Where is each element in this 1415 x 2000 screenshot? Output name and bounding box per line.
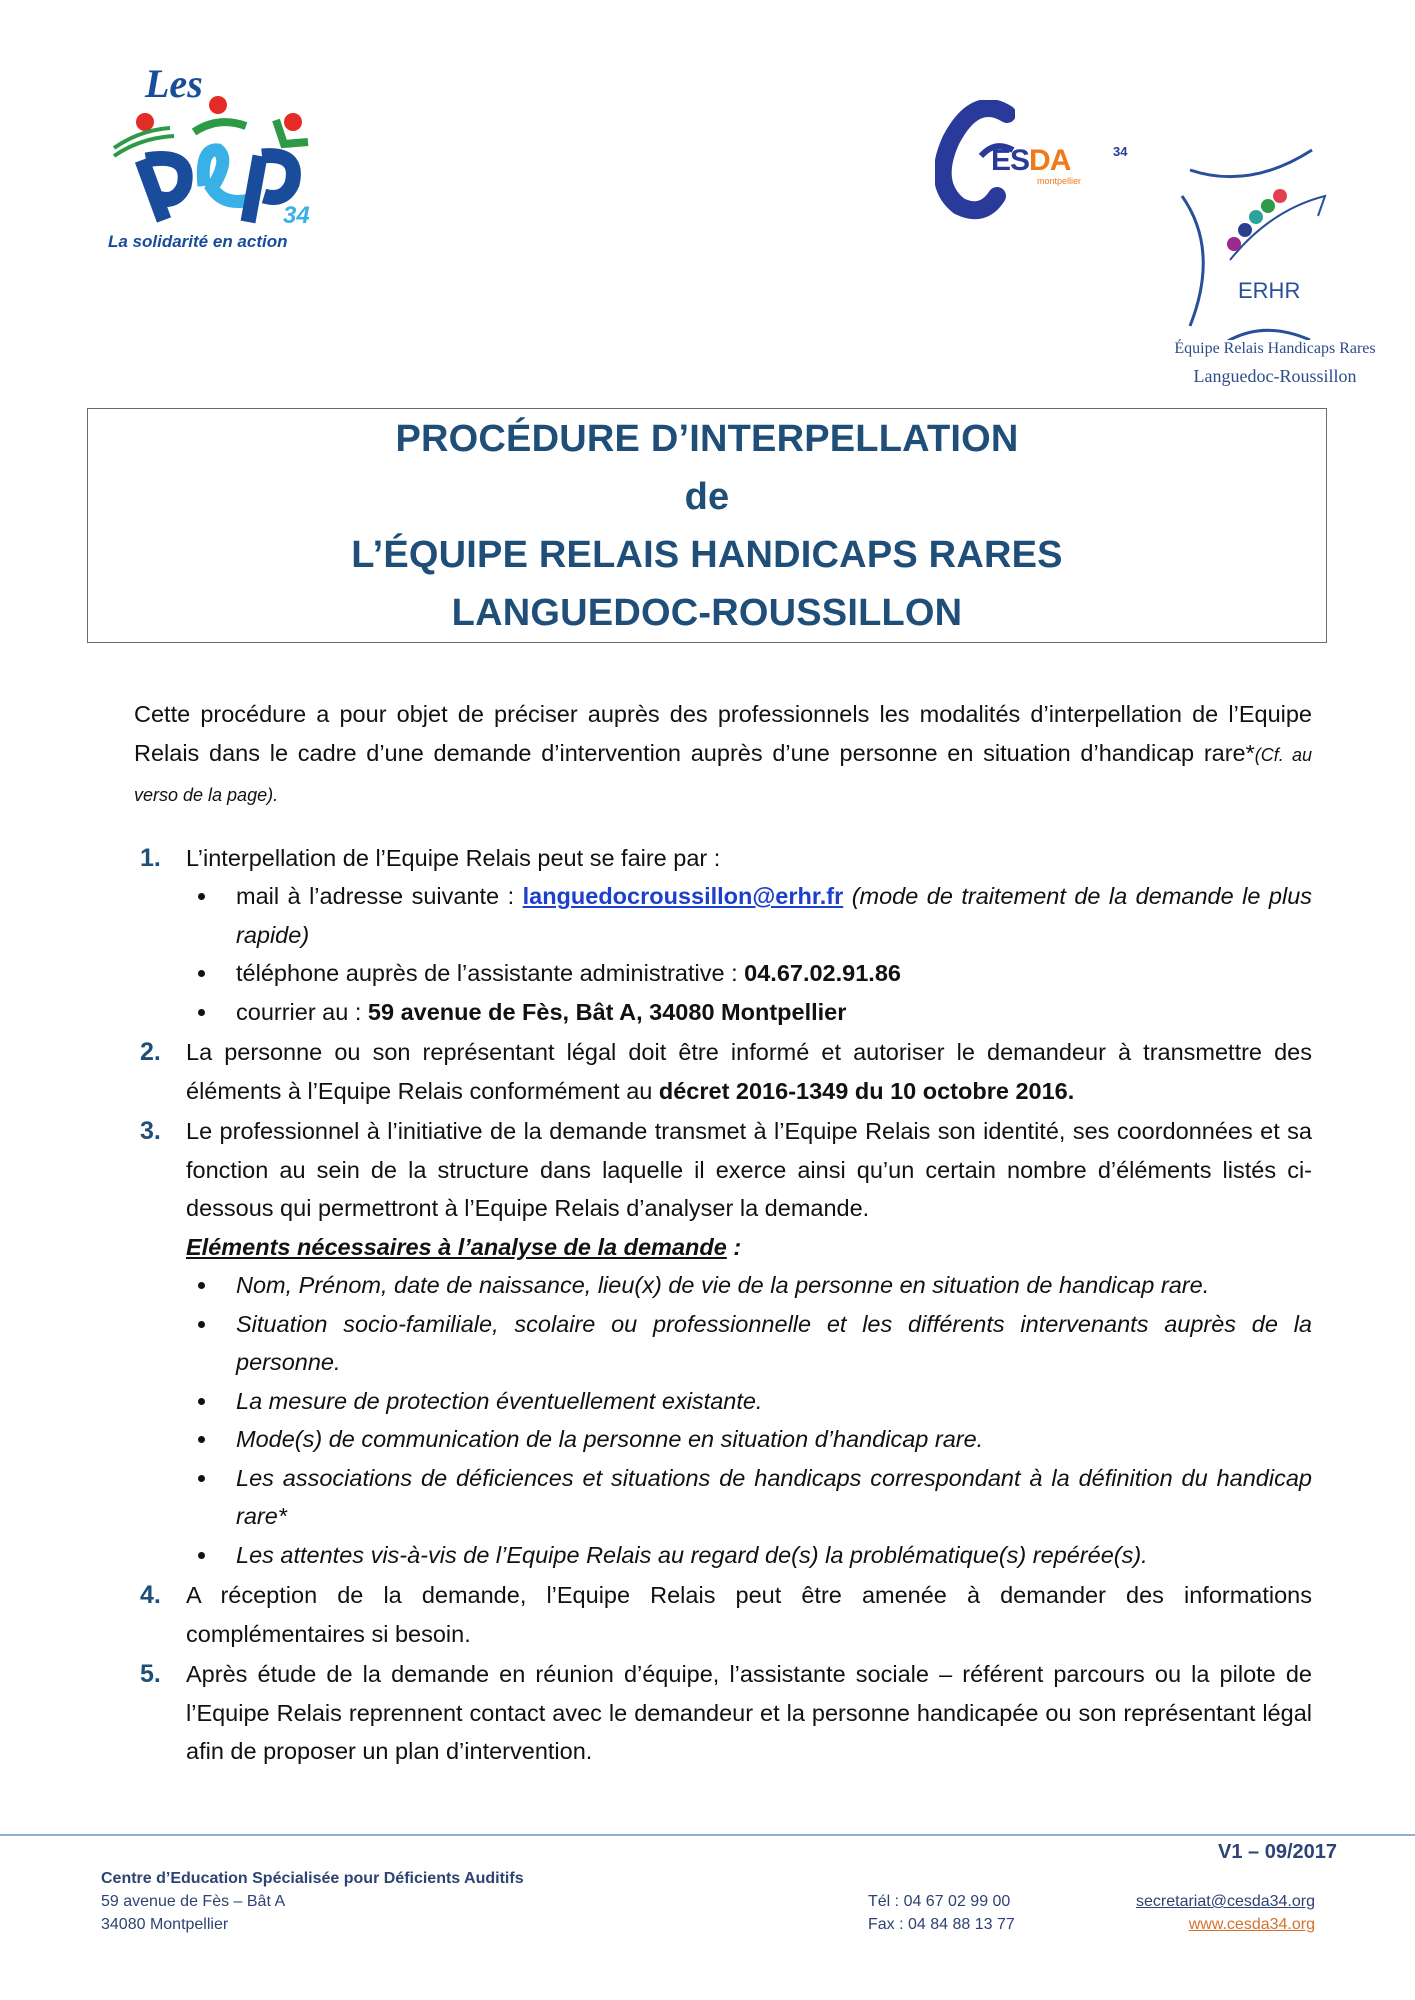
contact-methods-list — [186, 877, 1312, 1031]
step-text: Après étude de la demande en réunion d’équipe, l’assistante sociale – référent parcours ou la pilote de l’Equipe Relais reprennent contact avec le demandeur et la personne handicapée ou son représentant légal afin de proposer un plan d’intervention. — [186, 1661, 1312, 1764]
intro-text: Cette procédure a pour objet de préciser auprès des professionnels les modalités d’interpellation de l’Equipe Relais dans le cadre d’une demande d’intervention auprès d’une personne en situation d’handicap rare* — [134, 701, 1312, 766]
required-elements-heading — [186, 1228, 1312, 1267]
title-line-3: L’ÉQUIPE RELAIS HANDICAPS RARES — [351, 533, 1063, 576]
intro-paragraph — [134, 695, 1312, 815]
contact-method-email — [186, 877, 1312, 954]
contact-method-phone — [186, 954, 1312, 993]
contact-note: (mode de traitement de la demande le plus rapide) — [236, 883, 1313, 948]
contact-label: mail à l’adresse suivante : — [236, 883, 523, 909]
title-line-1: PROCÉDURE D’INTERPELLATION — [395, 417, 1019, 460]
footer-address-line1: 59 avenue de Fès – Bât A — [101, 1893, 286, 1910]
step-2 — [134, 1033, 1312, 1110]
intro-note: (Cf. au verso de la page). — [134, 744, 1312, 805]
footer-organization — [101, 1867, 524, 1936]
erhr-caption-line1: Équipe Relais Handicaps Rares — [1174, 340, 1376, 357]
required-element: Les associations de déficiences et situations de handicaps correspondant à la définition du handicap rare* — [186, 1459, 1312, 1536]
contact-method-mail — [186, 993, 1312, 1032]
step-text: A réception de la demande, l’Equipe Relais peut être amenée à demander des informations complémentaires si besoin. — [186, 1582, 1312, 1647]
cesda-logo-subtitle: montpellier — [1037, 176, 1082, 186]
footer-tel: Tél : 04 67 02 99 00 — [868, 1893, 1011, 1910]
footer-fax: Fax : 04 84 88 13 77 — [868, 1916, 1015, 1933]
document-title-box — [87, 408, 1327, 643]
erhr-email-link[interactable]: languedocroussillon@erhr.fr — [522, 883, 844, 909]
pep-logo-number: 34 — [283, 202, 310, 229]
decree-reference: décret 2016-1349 du 10 octobre 2016. — [658, 1077, 1075, 1104]
erhr-caption-line2: Languedoc-Roussillon — [1193, 366, 1357, 386]
cesda-logo-superscript: 34 — [1113, 144, 1128, 159]
step-number: 3. — [140, 1117, 161, 1145]
required-element: La mesure de protection éventuellement existante. — [186, 1382, 1312, 1421]
footer-links — [1080, 1890, 1315, 1936]
erhr-logo-acronym: ERHR — [1238, 278, 1301, 303]
step-number: 5. — [140, 1660, 161, 1688]
step-3 — [134, 1112, 1312, 1574]
required-element: Mode(s) de communication de la personne en situation d’handicap rare. — [186, 1420, 1312, 1459]
contact-label: téléphone auprès de l’assistante administrative : — [236, 960, 745, 986]
contact-label: courrier au : — [236, 998, 368, 1025]
cesda-logo-letters: ESDA — [991, 144, 1071, 177]
erhr-logo — [1150, 140, 1400, 400]
footer-divider — [0, 1834, 1415, 1836]
procedure-content — [134, 695, 1312, 1773]
pep34-logo — [100, 60, 315, 260]
heading-colon: : — [726, 1233, 742, 1260]
phone-number: 04.67.02.91.86 — [744, 960, 901, 986]
footer-address-line2: 34080 Montpellier — [101, 1916, 229, 1933]
step-number: 2. — [140, 1038, 161, 1066]
required-element: Nom, Prénom, date de naissance, lieu(x) de vie de la personne en situation de handicap rare. — [186, 1266, 1312, 1305]
step-text: Le professionnel à l’initiative de la demande transmet à l’Equipe Relais son identité, ses coordonnées et sa fonction au sein de la structure dans laquelle il exerce ainsi qu’un certain nombre d’éléments listés ci-dessous qui permettront à l’Equipe Relais d’analyser la demande. — [186, 1118, 1312, 1221]
step-1 — [134, 839, 1312, 1032]
erhr-emblem-icon — [1150, 140, 1400, 340]
step-number: 1. — [140, 843, 161, 872]
required-element: Situation socio-familiale, scolaire ou professionnelle et les différents intervenants auprès de la personne. — [186, 1305, 1312, 1382]
pep-logo-les-text: Les — [145, 61, 203, 106]
cesda-logo — [935, 100, 1145, 220]
required-element: Les attentes vis-à-vis de l’Equipe Relais au regard de(s) la problématique(s) repérée(s). — [186, 1536, 1312, 1575]
step-number: 4. — [140, 1581, 161, 1609]
required-elements-heading-text: Eléments nécessaires à l’analyse de la demande — [186, 1233, 727, 1260]
footer-org-name: Centre d’Education Spécialisée pour Déficients Auditifs — [101, 1870, 524, 1887]
footer-website-link[interactable]: www.cesda34.org — [1188, 1916, 1315, 1933]
footer-phone-fax — [868, 1890, 1015, 1936]
step-text: La personne ou son représentant légal doit être informé et autoriser le demandeur à transmettre des éléments à l’Equipe Relais conformément au — [186, 1039, 1312, 1104]
procedure-steps — [134, 839, 1312, 1771]
pep-logo-tagline: La solidarité en action — [108, 232, 288, 251]
document-version: V1 – 09/2017 — [1218, 1841, 1337, 1863]
step-4 — [134, 1576, 1312, 1653]
footer-email-link[interactable]: secretariat@cesda34.org — [1136, 1893, 1315, 1910]
step-5 — [134, 1655, 1312, 1771]
postal-address: 59 avenue de Fès, Bât A, 34080 Montpellier — [367, 998, 847, 1025]
required-elements-list — [186, 1266, 1312, 1574]
title-line-2: de — [684, 475, 730, 518]
title-line-4: LANGUEDOC-ROUSSILLON — [451, 591, 963, 634]
step-text: L’interpellation de l’Equipe Relais peut se faire par : — [186, 844, 721, 871]
